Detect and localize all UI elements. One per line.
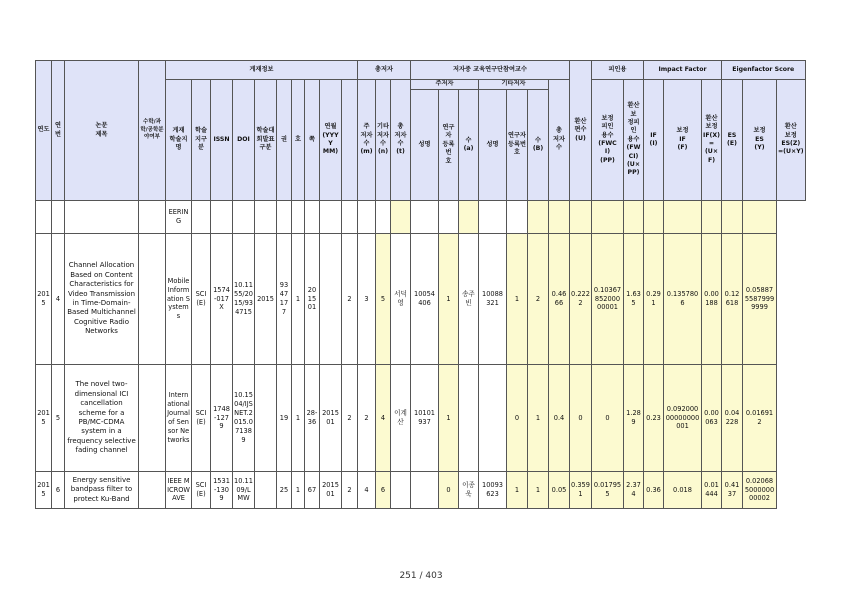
col-es-conv: 환산 보정 ES(Z) =(U×Y) [777, 80, 806, 201]
col-title: 논문 제목 [65, 61, 139, 201]
title-cell: The novel two-dimensional ICI cancellation scheme for a PB/MC-CDMA system in a frequency selective fading channel [65, 365, 139, 472]
table-row [36, 234, 806, 365]
if-conv-cell: 0.018 [664, 472, 702, 509]
if-adj-cell: 0.36 [644, 472, 664, 509]
page-cell: 1 [292, 234, 305, 365]
doi-cell: 10.1155/2015/934715 [233, 234, 255, 365]
group-other-author: 기타저자 [479, 80, 549, 90]
es-adj-cell: 0.12618 [722, 234, 743, 365]
issue-cell: 9347177 [277, 234, 292, 365]
if-conv-cell: 0.1357806 [664, 234, 702, 365]
doi-cell: 10.1109/LMW [233, 472, 255, 509]
col-main-authors: 주 저자 수 (m) [358, 80, 376, 201]
seq-cell: 4 [52, 234, 65, 365]
col-fwci: 보정 피인 용수 (FWC I) (PP) [592, 80, 624, 201]
math-cell [139, 365, 166, 472]
volume-cell: 19 [277, 365, 292, 472]
col-es-adj: 보정 ES (Y) [743, 80, 777, 201]
issn-cell: 1748-1279 [211, 365, 233, 472]
journal-class-cell: SCI(E) [192, 472, 211, 509]
volume-cell: 25 [277, 472, 292, 509]
count-a-cell: 1 [439, 234, 459, 365]
main-name-cell: 이계산 [391, 365, 411, 472]
journal-paper-table [35, 60, 806, 509]
issue-cell: 1 [292, 365, 305, 472]
col-volume: 권 [277, 80, 292, 201]
count-a-cell: 0 [439, 472, 459, 509]
total-prof-cell: 1 [528, 472, 549, 509]
conference-cell [255, 472, 277, 509]
journal-cell: EERIN G [166, 201, 192, 234]
main-reg-cell: 10101937 [411, 365, 439, 472]
if-adj-cell: 0.291 [644, 234, 664, 365]
total-authors-cell: 4 [376, 365, 391, 472]
count-b-cell: 1 [507, 234, 528, 365]
other-reg-cell: 10093623 [479, 472, 507, 509]
count-b-cell: 1 [507, 472, 528, 509]
title-cell: Energy sensitive bandpass filter to protect Ku-Band [65, 472, 139, 509]
es-cell: 0.00188 [702, 234, 722, 365]
col-total-prof: 총 저자 수 [549, 80, 570, 201]
conv-count-cell: 0.4666 [549, 234, 570, 365]
group-authors: 총저자 [358, 61, 411, 80]
total-authors-cell: 6 [376, 472, 391, 509]
col-date: 연월 (YYYY MM) [320, 80, 342, 201]
page-cell: 67 [305, 472, 320, 509]
col-main-reg: 연구자 등록번 호 [439, 90, 459, 201]
col-math-field: 수학/과학/공학분야여부 [139, 61, 166, 201]
empty-cell [320, 234, 342, 365]
fwci-conv-cell: 0 [592, 365, 624, 472]
group-professors: 저자중 교육연구단참여교수 [411, 61, 570, 80]
group-main-author: 주저자 [411, 80, 479, 90]
es-adj-cell: 0.04228 [722, 365, 743, 472]
main-authors-cell: 2 [342, 472, 358, 509]
other-name-cell: 송주빈 [459, 234, 479, 365]
math-cell [139, 472, 166, 509]
col-other-name: 성명 [479, 90, 507, 201]
total-prof-cell: 2 [528, 234, 549, 365]
other-authors-cell: 3 [358, 234, 376, 365]
es-conv-cell: 0.0588755879999999 [743, 234, 777, 365]
col-if: IF (I) [644, 80, 664, 201]
group-impact-factor: Impact Factor [644, 61, 722, 80]
journal-class-cell: SCI(E) [192, 234, 211, 365]
col-issn: ISSN [211, 80, 233, 201]
issn-cell: 1574-017X [211, 234, 233, 365]
col-fwci-conv: 환산보 정피인 용수 (FWCI) (U×PP) [624, 80, 644, 201]
main-reg-cell: 10054406 [411, 234, 439, 365]
year-cell: 2015 [36, 365, 52, 472]
main-name-cell [391, 472, 411, 509]
table-row [36, 201, 806, 234]
col-count-a: 수 (a) [459, 90, 479, 201]
table-row [36, 365, 806, 472]
col-if-adj: 보정 IF (F) [664, 80, 702, 201]
main-authors-cell: 2 [342, 234, 358, 365]
year-cell: 2015 [36, 234, 52, 365]
col-other-reg: 연구자 등록번 호 [507, 90, 528, 201]
other-reg-cell [479, 365, 507, 472]
total-prof-cell: 1 [528, 365, 549, 472]
other-name-cell: 이종욱 [459, 472, 479, 509]
page-number: 251 / 403 [399, 571, 443, 581]
math-cell [139, 234, 166, 365]
col-year: 연도 [36, 61, 52, 201]
if-cell: 1.635 [624, 234, 644, 365]
col-total-authors: 총 저자 수 (t) [391, 80, 411, 201]
other-authors-cell: 2 [358, 365, 376, 472]
count-a-cell: 1 [439, 365, 459, 472]
other-reg-cell: 10088321 [479, 234, 507, 365]
if-adj-cell: 0.23 [644, 365, 664, 472]
es-cell: 0.01444 [702, 472, 722, 509]
journal-cell: International Journal of Sensor Networks [166, 365, 192, 472]
es-conv-cell: 0.016912 [743, 365, 777, 472]
total-authors-cell: 5 [376, 234, 391, 365]
seq-cell: 6 [52, 472, 65, 509]
col-other-authors: 기타 저자 수 (n) [376, 80, 391, 201]
conv-count-cell: 0.4 [549, 365, 570, 472]
es-cell: 0.00063 [702, 365, 722, 472]
issue-cell: 1 [292, 472, 305, 509]
col-es: ES (E) [722, 80, 743, 201]
other-name-cell [459, 365, 479, 472]
group-eigenfactor: Eigenfactor Score [722, 61, 806, 80]
journal-cell: Mobile Information Systems [166, 234, 192, 365]
if-conv-cell: 0.09200000000000001 [664, 365, 702, 472]
group-citation: 피인용 [592, 61, 644, 80]
fwci-cell: 0.2222 [570, 234, 592, 365]
doi-cell: 10.1504/IJSNET.2015.071389 [233, 365, 255, 472]
date-cell: 201501 [320, 472, 342, 509]
fwci-cell: 0 [570, 365, 592, 472]
journal-class-cell: SCI(E) [192, 365, 211, 472]
if-cell: 2.374 [624, 472, 644, 509]
es-adj-cell: 0.4137 [722, 472, 743, 509]
conference-cell [255, 365, 277, 472]
fwci-conv-cell: 0.1036785200000001 [592, 234, 624, 365]
col-issue: 호 [292, 80, 305, 201]
date-cell: 201501 [305, 234, 320, 365]
col-main-name: 성명 [411, 90, 439, 201]
fwci-conv-cell: 0.017955 [592, 472, 624, 509]
volume-cell: 2015 [255, 234, 277, 365]
col-journal-class: 학술 지구 분 [192, 80, 211, 201]
main-name-cell: 서덕영 [391, 234, 411, 365]
if-cell: 1.289 [624, 365, 644, 472]
col-count-b: 수 (B) [528, 90, 549, 201]
col-conv-count: 환산 편수 (U) [570, 61, 592, 201]
col-conference: 학술대 회발표 구분 [255, 80, 277, 201]
group-publication: 게재정보 [166, 61, 358, 80]
date-cell: 201501 [320, 365, 342, 472]
page-cell: 28-36 [305, 365, 320, 472]
col-journal: 게재 학술지 명 [166, 80, 192, 201]
empty-header-cell [342, 80, 358, 201]
count-b-cell: 0 [507, 365, 528, 472]
col-doi: DOI [233, 80, 255, 201]
fwci-cell: 0.3591 [570, 472, 592, 509]
main-authors-cell: 2 [342, 365, 358, 472]
title-cell: Channel Allocation Based on Content Characteristics for Video Transmission in Time-Domain-Based Multichannel Cognitive Radio Networks [65, 234, 139, 365]
col-page: 쪽 [305, 80, 320, 201]
col-seq: 연번 [52, 61, 65, 201]
seq-cell: 5 [52, 365, 65, 472]
es-conv-cell: 0.02068500000000002 [743, 472, 777, 509]
col-if-conv: 환산 보정 IF(X) = (U×F) [702, 80, 722, 201]
main-reg-cell [411, 472, 439, 509]
journal-cell: IEEE MICROWAVE [166, 472, 192, 509]
year-cell: 2015 [36, 472, 52, 509]
other-authors-cell: 4 [358, 472, 376, 509]
table-row [36, 472, 806, 509]
conv-count-cell: 0.05 [549, 472, 570, 509]
issn-cell: 1531-1309 [211, 472, 233, 509]
